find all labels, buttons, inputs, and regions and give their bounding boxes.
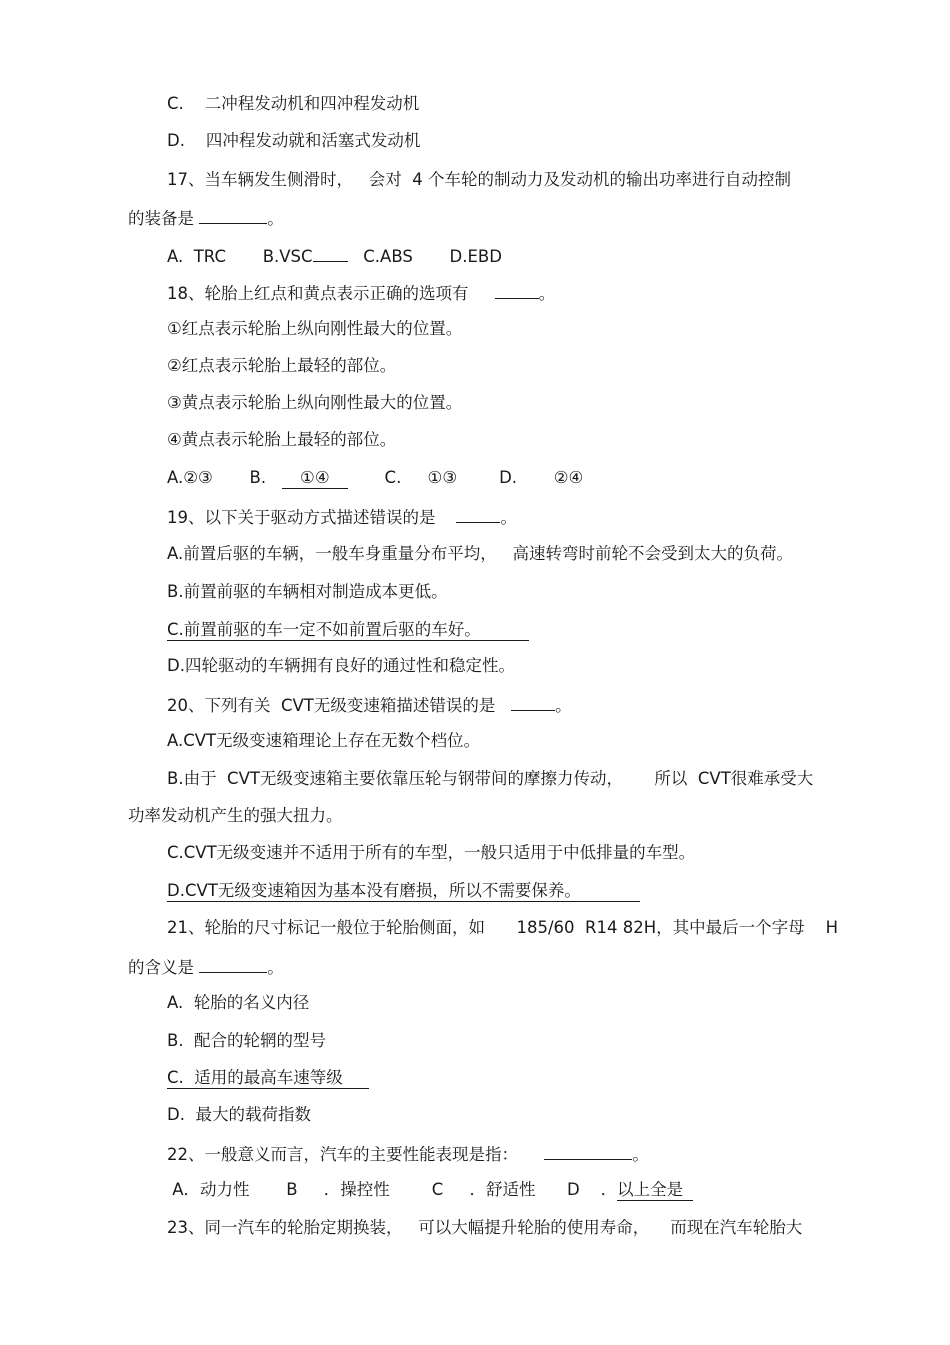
answer-blank — [456, 506, 500, 523]
text-span: 19、以下关于驱动方式描述错误的是 — [167, 508, 457, 527]
q20-option-b: B.由于 CVT无级变速箱主要依靠压轮与钢带间的摩擦力传动， 所以 CVT很难承受大 — [167, 769, 814, 788]
q17-question-cont — [128, 207, 284, 229]
q18-question — [167, 282, 555, 304]
q20-option-d-answer — [167, 881, 640, 902]
q18-statement-2: ②红点表示轮胎上最轻的部位。 — [167, 356, 397, 375]
q18-statement-4: ④黄点表示轮胎上最轻的部位。 — [167, 430, 397, 449]
q19-option-c-answer — [167, 620, 529, 641]
text-span: C. ①③ D. ②④ — [347, 468, 584, 487]
text-span: 20、下列有关 CVT无级变速箱描述错误的是 — [167, 696, 512, 715]
q21-question: 21、轮胎的尺寸标记一般位于轮胎侧面，如 185/60 R14 82H，其中最后一个字母 H — [167, 918, 838, 937]
answer-blank — [495, 282, 539, 299]
text-span: 22、一般意义而言，汽车的主要性能表现是指： — [167, 1145, 545, 1164]
text-span: 。 — [267, 958, 284, 977]
answer-blank — [199, 207, 267, 224]
q20-option-c: C.CVT无级变速并不适用于所有的车型，一般只适用于中低排量的车型。 — [167, 843, 696, 862]
text-span: 的含义是 — [128, 958, 200, 977]
text-span: A．动力性 B ．操控性 C ．舒适性 D ． — [167, 1180, 618, 1199]
text-span: 18、轮胎上红点和黄点表示正确的选项有 — [167, 284, 495, 303]
q20-question — [167, 694, 572, 716]
q18-statement-3: ③黄点表示轮胎上纵向刚性最大的位置。 — [167, 393, 463, 412]
q23-question: 23、同一汽车的轮胎定期换装， 可以大幅提升轮胎的使用寿命， 而现在汽车轮胎大 — [167, 1218, 803, 1237]
q22-question — [167, 1143, 649, 1165]
q21-option-d: D. 最大的载荷指数 — [167, 1105, 311, 1124]
q19-option-b: B.前置前驱的车辆相对制造成本更低。 — [167, 582, 448, 601]
q21-question-cont — [128, 956, 284, 978]
answer-blank — [199, 956, 267, 973]
q21-option-c-answer — [167, 1068, 369, 1089]
text-span: 。 — [500, 508, 517, 527]
text-span: 的装备是 — [128, 209, 200, 228]
text-span: 。 — [555, 696, 572, 715]
answer-blank — [313, 245, 348, 262]
q16-option-d: D. 四冲程发动就和活塞式发动机 — [167, 131, 421, 150]
text-span: C.ABS D.EBD — [347, 247, 502, 266]
q21-option-b: B. 配合的轮辋的型号 — [167, 1031, 327, 1050]
q22-options — [167, 1180, 693, 1201]
text-span: 。 — [632, 1145, 649, 1164]
correct-answer: 以上全是 — [617, 1180, 693, 1201]
text-span: 。 — [538, 284, 556, 303]
correct-answer: C. 适用的最高车速等级 — [167, 1068, 369, 1089]
answer-blank — [511, 694, 555, 711]
text-span: A.②③ B. — [167, 468, 282, 487]
q21-option-a: A. 轮胎的名义内径 — [167, 993, 310, 1012]
q19-option-d: D.四轮驱动的车辆拥有良好的通过性和稳定性。 — [167, 656, 515, 675]
q20-option-b-cont: 功率发动机产生的强大扭力。 — [128, 806, 343, 825]
correct-answer: ①④ — [282, 468, 348, 489]
q17-options — [167, 245, 502, 267]
q19-option-a: A.前置后驱的车辆，一般车身重量分布平均， 高速转弯时前轮不会受到太大的负荷。 — [167, 544, 793, 563]
q17-question: 17、当车辆发生侧滑时， 会对 4 个车轮的制动力及发动机的输出功率进行自动控制 — [167, 170, 791, 189]
q18-statement-1: ①红点表示轮胎上纵向刚性最大的位置。 — [167, 319, 463, 338]
correct-answer: D.CVT无级变速箱因为基本没有磨损，所以不需要保养。 — [167, 881, 640, 902]
text-span: 。 — [267, 209, 284, 228]
q18-options — [167, 468, 583, 489]
answer-blank — [544, 1143, 632, 1160]
text-span: A. TRC B.VSC — [167, 247, 313, 266]
q16-option-c: C. 二冲程发动机和四冲程发动机 — [167, 94, 420, 113]
q19-question — [167, 506, 517, 528]
correct-answer: C.前置前驱的车一定不如前置后驱的车好。 — [167, 620, 529, 641]
q20-option-a: A.CVT无级变速箱理论上存在无数个档位。 — [167, 731, 481, 750]
